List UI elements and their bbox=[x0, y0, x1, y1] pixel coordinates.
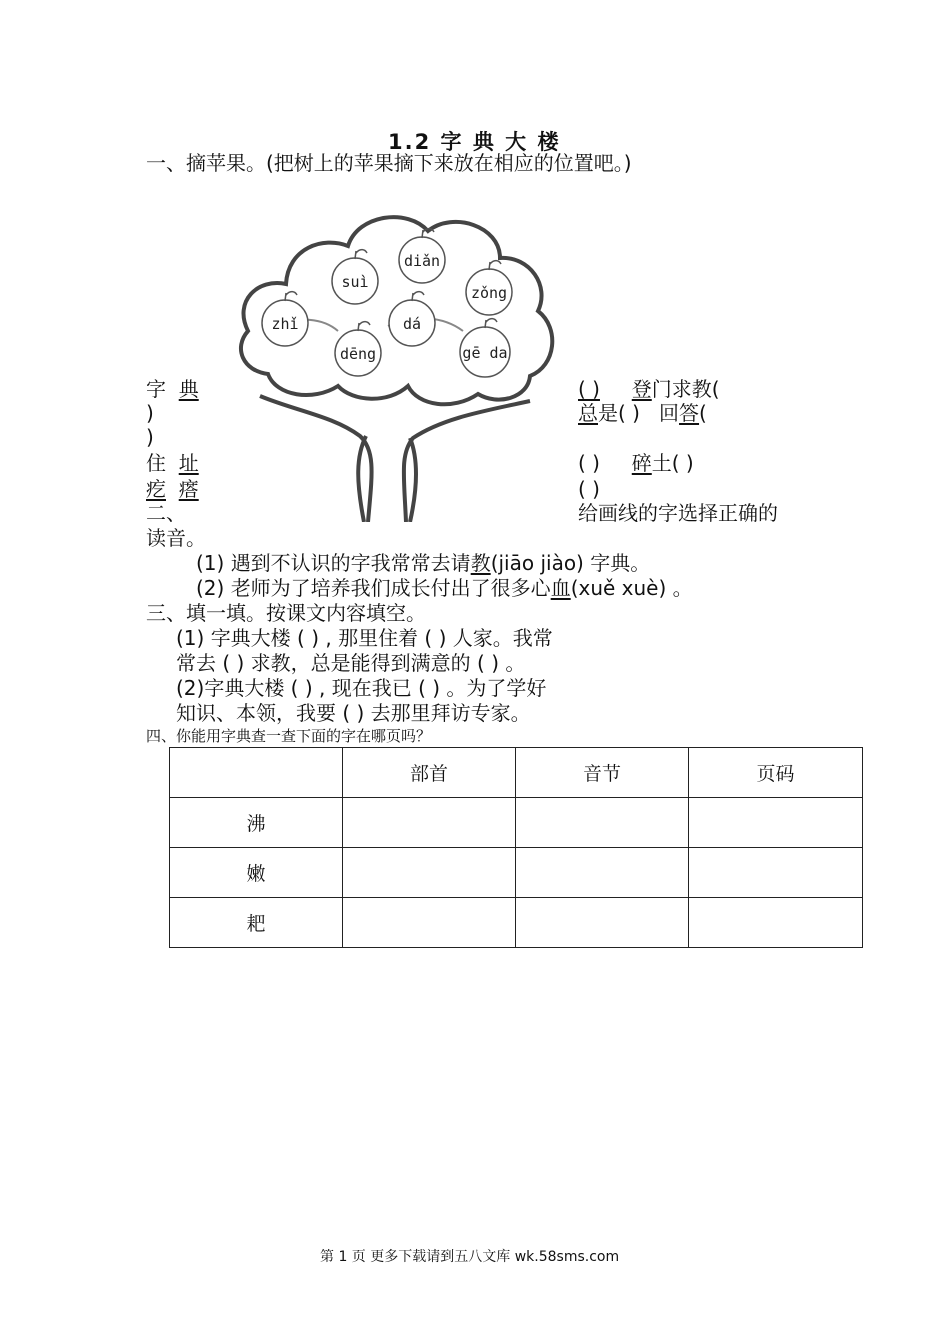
section1-heading: 一、摘苹果。(把树上的苹果摘下来放在相应的位置吧。) bbox=[146, 151, 632, 175]
table-header: 部首 bbox=[343, 748, 516, 798]
section2-heading-left: 二、 bbox=[146, 501, 186, 525]
table-cell-char: 沸 bbox=[170, 798, 343, 848]
table-cell[interactable] bbox=[343, 848, 516, 898]
apple-icon bbox=[262, 292, 308, 346]
table-row bbox=[170, 898, 863, 948]
dictionary-table bbox=[169, 747, 863, 948]
section3-line: (2)字典大楼 ( ) , 现在我已 ( ) 。为了学好 bbox=[176, 676, 547, 700]
section4-heading: 四、你能用字典查一查下面的字在哪页吗？ bbox=[146, 727, 432, 745]
right-item-3: ( ) 碎土( ) bbox=[578, 451, 694, 475]
section3-line: 常去 ( ) 求教，总是能得到满意的 ( ) 。 bbox=[176, 651, 526, 675]
apple-label: gē da bbox=[462, 344, 508, 362]
table-cell[interactable] bbox=[689, 848, 863, 898]
word-geda: 疙 瘩 bbox=[146, 477, 199, 501]
paren-close: ) bbox=[146, 425, 154, 449]
table-cell-char: 嫩 bbox=[170, 848, 343, 898]
apple-icon bbox=[389, 292, 435, 346]
apple-icon bbox=[399, 229, 445, 283]
table-row bbox=[170, 848, 863, 898]
right-item-1: ( ) 登门求教( bbox=[578, 377, 720, 401]
section3-heading: 三、填一填。按课文内容填空。 bbox=[146, 601, 426, 625]
word-zidian: 字 典 bbox=[146, 377, 199, 401]
apple-label: suì bbox=[341, 273, 369, 291]
section2-heading-right: 给画线的字选择正确的 bbox=[578, 501, 778, 525]
page-footer: 第 1 页 更多下载请到五八文库 wk.58sms.com bbox=[320, 1249, 620, 1265]
table-cell[interactable] bbox=[343, 798, 516, 848]
apple-icon bbox=[332, 250, 378, 304]
apple-label: dá bbox=[402, 315, 422, 333]
table-cell[interactable] bbox=[689, 898, 863, 948]
section2-q1: (1) 遇到不认识的字我常常去请教(jiāo jiào) 字典。 bbox=[196, 551, 651, 575]
word-zhuzhi: 住 址 bbox=[146, 451, 199, 475]
apple-icon bbox=[460, 319, 510, 377]
paren-close: ) bbox=[146, 401, 154, 425]
table-cell[interactable] bbox=[516, 848, 689, 898]
apples bbox=[262, 229, 512, 377]
apple-tree-illustration bbox=[238, 206, 558, 522]
table-cell[interactable] bbox=[689, 798, 863, 848]
table-header: 音节 bbox=[516, 748, 689, 798]
right-item-4: ( ) bbox=[578, 477, 600, 501]
table-header bbox=[170, 748, 343, 798]
section2-q2: (2) 老师为了培养我们成长付出了很多心血(xuě xuè) 。 bbox=[196, 576, 693, 600]
table-cell[interactable] bbox=[516, 898, 689, 948]
section2-heading-cont: 读音。 bbox=[146, 526, 206, 550]
table-header-row bbox=[170, 748, 863, 798]
apple-label: zǒng bbox=[470, 284, 508, 302]
section3-line: 知识、本领，我要 ( ) 去那里拜访专家。 bbox=[176, 701, 531, 725]
apple-label: dēng bbox=[339, 345, 377, 363]
table-row bbox=[170, 798, 863, 848]
apple-icon bbox=[466, 261, 512, 315]
table-cell[interactable] bbox=[343, 898, 516, 948]
apple-icon bbox=[335, 322, 381, 376]
table-cell[interactable] bbox=[516, 798, 689, 848]
table-header: 页码 bbox=[689, 748, 863, 798]
page-title: 1.2 字 典 大 楼 bbox=[388, 130, 561, 154]
table-cell-char: 耙 bbox=[170, 898, 343, 948]
right-item-2: 总是( ) 回答( bbox=[578, 401, 707, 425]
section3-line: (1) 字典大楼 ( ) , 那里住着 ( ) 人家。我常 bbox=[176, 626, 553, 650]
apple-label: diǎn bbox=[403, 252, 441, 270]
apple-label: zhǐ bbox=[271, 315, 299, 333]
